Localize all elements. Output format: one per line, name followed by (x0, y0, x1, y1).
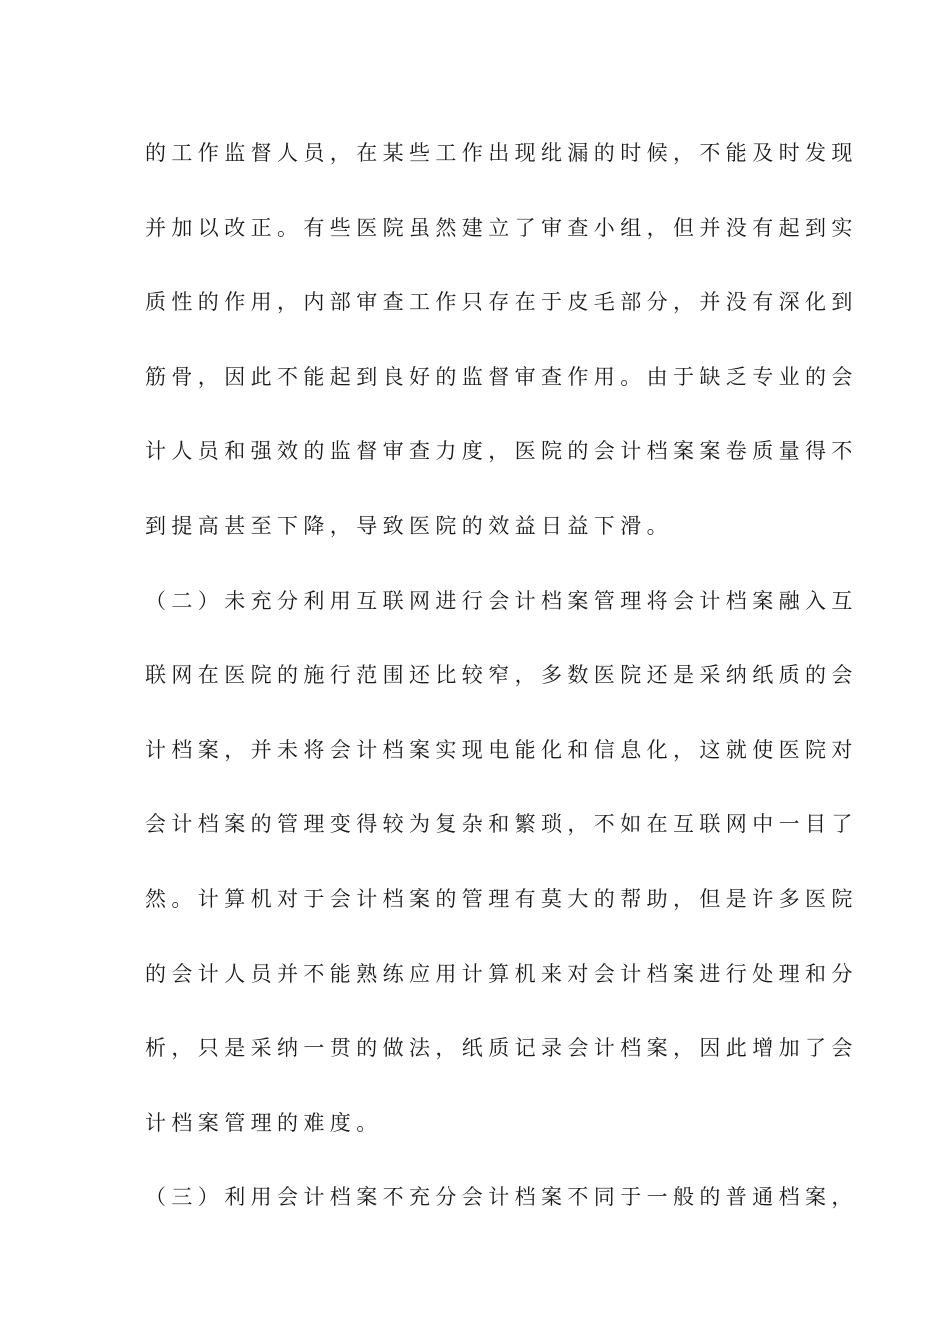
text-line: 计人员和强效的监督审查力度，医院的会计档案案卷质量得不 (145, 439, 858, 464)
text-line: 的工作监督人员，在某些工作出现纰漏的时候，不能及时发现 (145, 141, 858, 165)
text-line: 并加以改正。有些医院虽然建立了审查小组，但并没有起到实 (145, 215, 858, 240)
section-heading-line: （三）利用会计档案不充分会计档案不同于一般的普通档案， (145, 1185, 858, 1210)
text-line: 析，只是采纳一贯的做法，纸质记录会计档案，因此增加了会 (145, 1036, 858, 1061)
text-line: 会计档案的管理变得较为复杂和繁琐，不如在互联网中一目了 (145, 812, 858, 837)
text-line: 筋骨，因此不能起到良好的监督审查作用。由于缺乏专业的会 (145, 364, 858, 389)
text-line: 到提高甚至下降，导致医院的效益日益下滑。 (145, 513, 673, 538)
section-heading-line: （二）未充分利用互联网进行会计档案管理将会计档案融入互 (145, 588, 858, 613)
body-text (145, 132, 858, 1251)
text-line: 联网在医院的施行范围还比较窄，多数医院还是采纳纸质的会 (145, 663, 858, 688)
text-line: 计档案，并未将会计档案实现电能化和信息化，这就使医院对 (145, 737, 858, 762)
text-line: 质性的作用，内部审查工作只存在于皮毛部分，并没有深化到 (145, 290, 858, 315)
text-line: 计档案管理的难度。 (145, 1110, 383, 1135)
text-line: 然。计算机对于会计档案的管理有莫大的帮助，但是许多医院 (145, 886, 858, 911)
text-line: 的会计人员并不能熟练应用计算机来对会计档案进行处理和分 (145, 961, 858, 986)
